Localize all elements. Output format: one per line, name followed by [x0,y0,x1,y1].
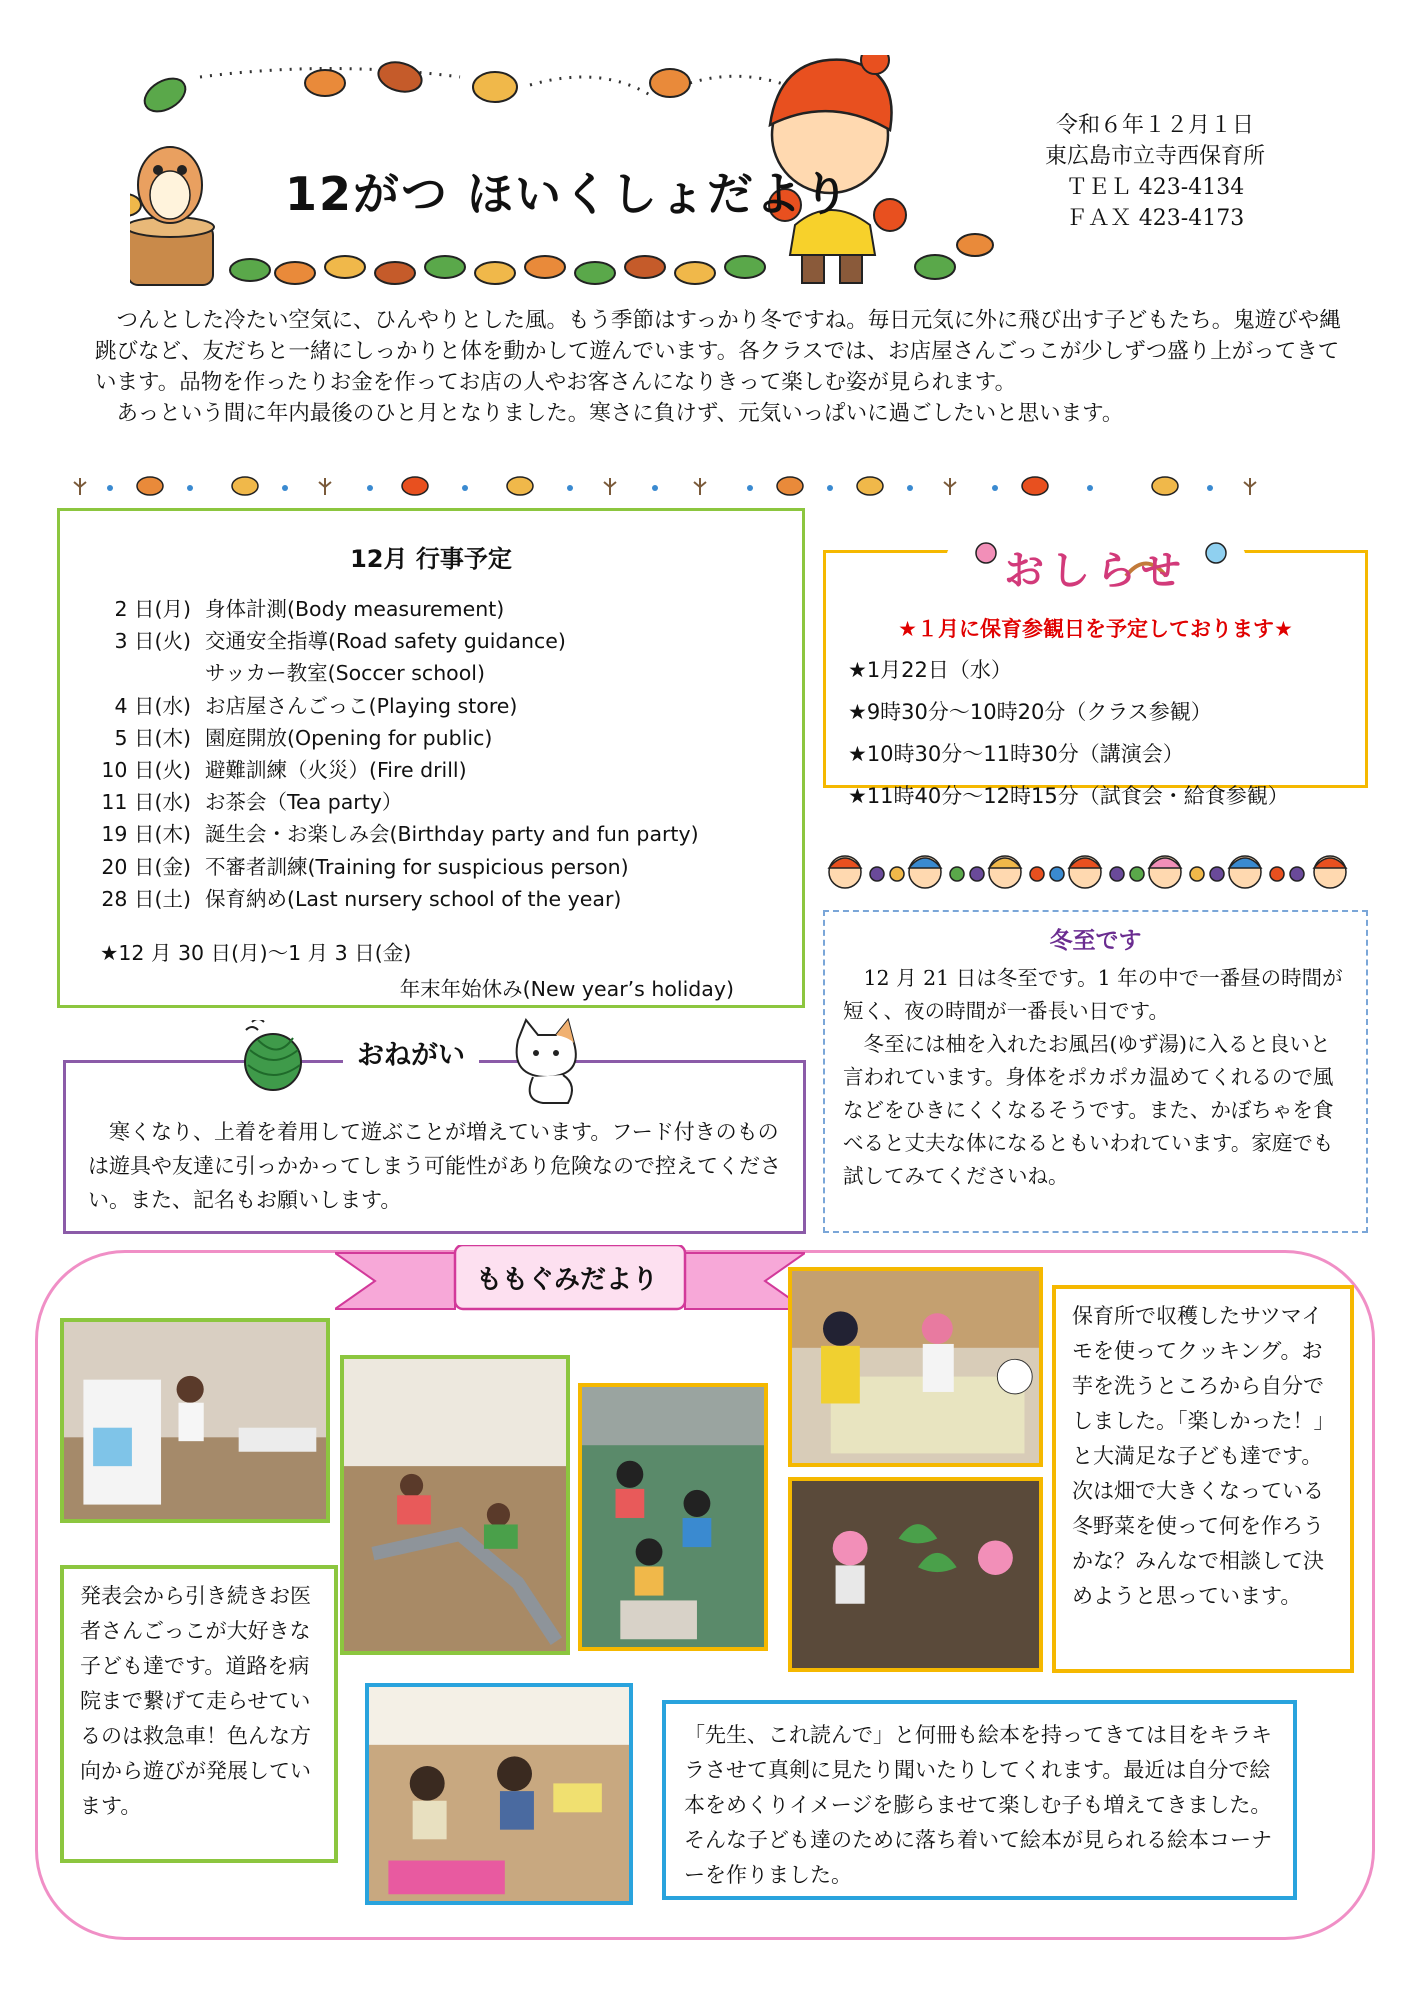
schedule-row [88,722,699,754]
yarn-ball-icon [238,1020,308,1095]
issuer-name: 東広島市立寺西保育所 [1044,144,1265,169]
request-box [63,1060,806,1234]
schedule-row [88,625,699,657]
schedule-event: 避難訓練（火災）(Fire drill) [205,758,467,783]
issuer-fax: ＦＡＸ 423-4173 [1065,206,1245,231]
schedule-date: 20 日(金) [101,854,191,879]
caption-cooking: 保育所で収穫したサツマイモを使ってクッキング。お芋を洗うところから自分でしました。「楽しかった！」と大満足な子ども達です。次は畑で大きくなっている冬野菜を使って何を作ろうかな？みんなで相談して決めようと思っています。 [1052,1285,1354,1673]
newsletter-title: 12がつ ほいくしょだより [285,167,852,221]
request-title: おねがい [343,1033,479,1072]
schedule-event: お店屋さんごっこ(Playing store) [205,693,518,718]
schedule-row [88,690,699,722]
schedule-event: 誕生会・お楽しみ会(Birthday party and fun party) [205,822,699,847]
schedule-date [88,657,191,689]
request-paragraph: 寒くなり、上着を着用して遊ぶことが増えています。フード付きのものは遊具や友達に引っかかってしまう可能性があり危険なので控えてください。また、記名もお願いします。 [88,1120,781,1212]
schedule-row [88,657,699,689]
schedule-date: 28 日(土) [101,886,191,911]
kids-yarn-divider-decoration [825,848,1370,894]
notice-box [823,548,1368,808]
photo-field [788,1477,1043,1672]
issuer-tel: ＴＥＬ 423-4134 [1065,175,1245,200]
schedule-date: 11 日(水) [101,790,191,815]
schedule-event: 保育納め(Last nursery school of the year) [205,886,622,911]
holiday-dates: ★12 月 30 日(月)～1 月 3 日(金) [100,941,412,965]
schedule-row [88,851,699,883]
schedule-event: 不審者訓練(Training for suspicious person) [205,854,629,879]
notice-item: ★9時30分～10時20分（クラス参観） [848,700,1212,724]
solstice-paragraph: 冬至には柚を入れたお風呂(ゆず湯)に入ると良いと言われています。身体をポカポカ温めてくれるので風などをひきにくくなるそうです。また、かぼちゃを食べると丈夫な体になるともいわれています。家庭でも試してみてくださいね。 [843,1032,1334,1188]
photo-outdoor-play [578,1383,768,1651]
schedule-date: 10 日(火) [101,758,191,783]
notice-item: ★11時40分～12時15分（試食会・給食参観） [848,784,1289,808]
photo-cooking [788,1267,1043,1467]
schedule-row [88,754,699,786]
schedule-date: 19 日(木) [101,822,191,847]
notice-item: ★10時30分～11時30分（講演会） [848,742,1184,766]
solstice-paragraph: 12 月 21 日は冬至です。1 年の中で一番昼の時間が短く、夜の時間が一番長い日です。 [843,966,1343,1023]
schedule-title: 12月 行事予定 [350,545,512,573]
notice-title-wrap [826,548,1365,613]
class-news-title: ももぐみだより [475,1265,658,1295]
schedule-event: 身体計測(Body measurement) [205,597,505,621]
schedule-row [88,883,699,915]
winter-solstice-title: 冬至です [1049,928,1142,954]
request-text [88,1115,788,1217]
caption-doctor-play: 発表会から引き続きお医者さんごっこが大好きな子ども達です。道路を病院まで繋げて走らせているのは救急車！色んな方向から遊びが発展しています。 [60,1565,338,1863]
photo-road-play [340,1355,570,1655]
leaf-divider-decoration [70,470,1290,500]
schedule-date: 5 日(木) [114,725,191,750]
notice-title: おしらせ [1004,548,1187,594]
notice-items [848,649,1289,817]
schedule-event: 交通安全指導(Road safety guidance) [205,629,566,654]
winter-solstice-text [843,962,1348,1193]
holiday-label: 年末年始休み(New year’s holiday) [399,977,734,1001]
intro-paragraph: つんとした冷たい空気に、ひんやりとした風。もう季節はすっかり冬ですね。毎日元気に外に飛び出す子どもたち。鬼遊びや縄跳びなど、友だちと一緒にしっかりと体を動かして遊んでいます。各クラスでは、お店屋さんごっこが少しずつ盛り上がってきています。品物を作ったりお金を作ってお店の人やお客さんになりきって楽しむ姿が見られます。 [95,308,1341,395]
schedule-date: 3 日(火) [114,629,191,654]
intro-text [95,305,1345,429]
caption-picture-books: 「先生、これ読んで」と何冊も絵本を持ってきては目をキラキラさせて真剣に見たり聞いたりしてくれます。最近は自分で絵本をめくりイメージを膨らませて楽しむ子も増えてきました。そんな子ども達のために落ち着いて絵本が見られる絵本コーナーを作りました。 [662,1700,1297,1900]
issuer-block [1030,110,1280,234]
notice-heading: ★１月に保育参観日を予定しております★ [898,617,1293,641]
intro-paragraph: あっという間に年内最後のひと月となりました。寒さに負けず、元気いっぱいに過ごしたいと思います。 [116,401,1124,426]
schedule-date: 2 日(月) [114,597,191,621]
winter-solstice-box [823,910,1368,1233]
schedule-row [88,593,699,625]
notice-item: ★1月22日（水） [848,658,1012,682]
schedule-event: 園庭開放(Opening for public) [205,725,493,750]
schedule-box [57,508,805,1008]
schedule-row [88,786,699,818]
schedule-event: サッカー教室(Soccer school) [205,661,485,686]
schedule-event: お茶会（Tea party） [205,790,403,815]
schedule-row [88,818,699,850]
schedule-list [88,593,699,915]
cat-illustration [498,1015,593,1110]
photo-doctor-play [60,1318,330,1523]
photo-picture-books [365,1683,633,1905]
schedule-date: 4 日(水) [114,693,191,718]
issue-date: 令和６年１２月１日 [1055,113,1254,138]
